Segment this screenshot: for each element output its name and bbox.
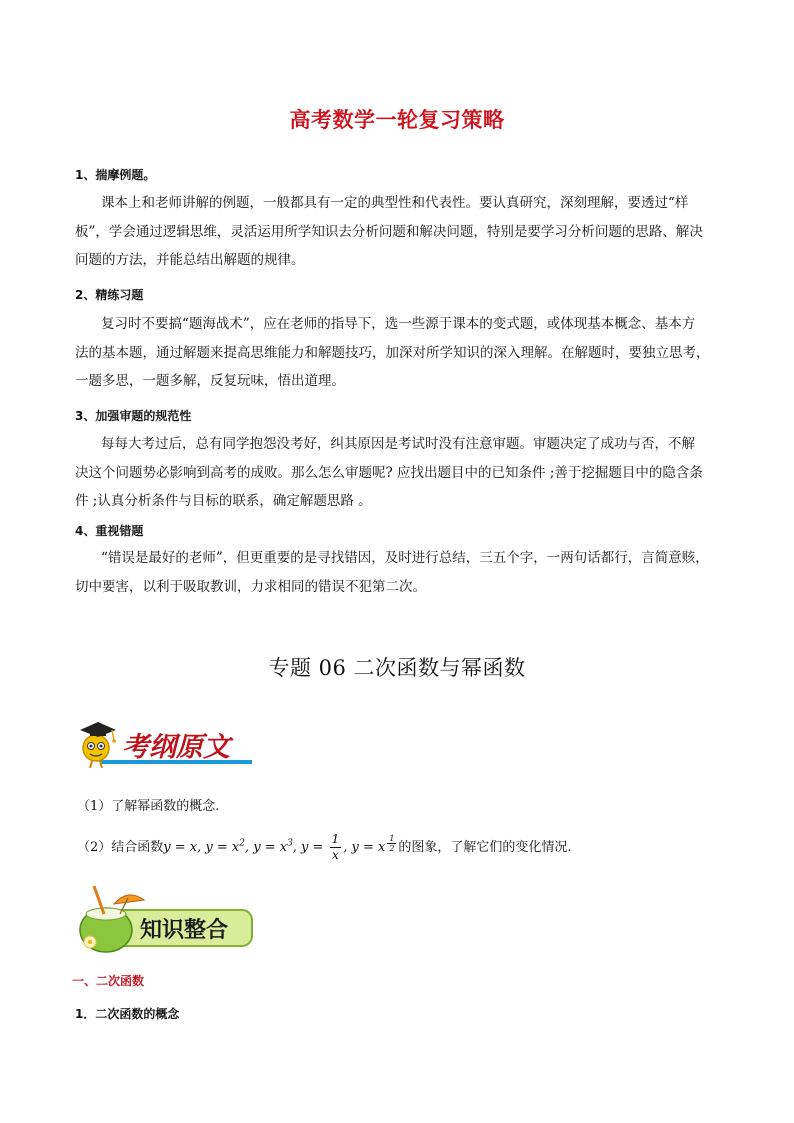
section-4-heading: 4、重视错题	[75, 524, 144, 538]
section-3-line: 件 ;认真分析条件与目标的联系，确定解题思路 。	[75, 493, 372, 509]
outline-banner	[72, 712, 254, 772]
section-3-line: 决这个问题势必影响到高考的成败。那么怎么审题呢? 应找出题目中的已知条件 ;善于挖掘题目中的隐含条	[75, 464, 703, 481]
coconut-drink-icon	[70, 884, 256, 956]
section-3-heading: 3、加强审题的规范性	[75, 409, 192, 423]
section-3-line: 每每大考过后，总有同学抱怨没考好，纠其原因是考试时没有注意审题。审题决定了成功与否，不解	[101, 436, 695, 452]
section-2-line: 法的基本题，通过解题来提高思维能力和解题技巧，加深对所学知识的深入理解。在解题时，要独立思考，	[75, 344, 710, 361]
section-1-line: 课本上和老师讲解的例题，一般都具有一定的典型性和代表性。要认真研究，深刻理解，要透过“样	[101, 195, 689, 211]
section-2-line: 一题多思，一题多解，反复玩味，悟出道理。	[75, 373, 345, 389]
formula-functions: y = x, $y = x^2$, $y = x^3$, y = $\frac{1}{x}$ , y = x $^{\frac{1}{2}}$	[163, 832, 395, 862]
section-4-paragraph	[75, 544, 725, 601]
section-2-line: 复习时不要搞“题海战术”，应在老师的指导下，选一些源于课本的变式题，或体现基本概念、基本方	[101, 316, 696, 332]
mascot-graduate-icon	[72, 712, 254, 772]
knowledge-banner	[70, 884, 256, 956]
section-4-line: “错误是最好的老师”，但更重要的是寻找错因，及时进行总结，三五个字，一两句话都行，言简意赅，	[101, 550, 709, 566]
outline-banner-text: 考纲原文	[122, 732, 230, 763]
page-title: 高考数学一轮复习策略	[289, 108, 505, 132]
outline-item-2	[77, 832, 572, 863]
section-2-heading: 2、精练习题	[75, 288, 144, 302]
section-2-paragraph	[75, 310, 725, 396]
section-1-line: 问题的方法，并能总结出解题的规律。	[75, 252, 305, 268]
knowledge-banner-text: 知识整合	[140, 918, 229, 943]
knowledge-heading: 一、二次函数	[72, 974, 145, 988]
section-3-paragraph	[75, 430, 725, 516]
section-1-paragraph	[75, 189, 725, 275]
section-1-heading: 1、揣摩例题。	[75, 168, 156, 182]
knowledge-subheading: 1．二次函数的概念	[75, 1007, 180, 1021]
section-4-line: 切中要害，以利于吸取教训，力求相同的错误不犯第二次。	[75, 578, 426, 595]
outline-item-2-prefix: （2）结合函数	[77, 840, 164, 855]
section-1-line: 板”，学会通过逻辑思维，灵活运用所学知识去分析问题和解决问题，特别是要学习分析问题的思路、解决	[75, 223, 703, 240]
topic-title: 专题 06 二次函数与幂函数	[268, 656, 526, 680]
outline-item-2-suffix: 的图象，了解它们的变化情况.	[398, 840, 572, 855]
outline-item-1: （1）了解幂函数的概念.	[77, 799, 220, 814]
